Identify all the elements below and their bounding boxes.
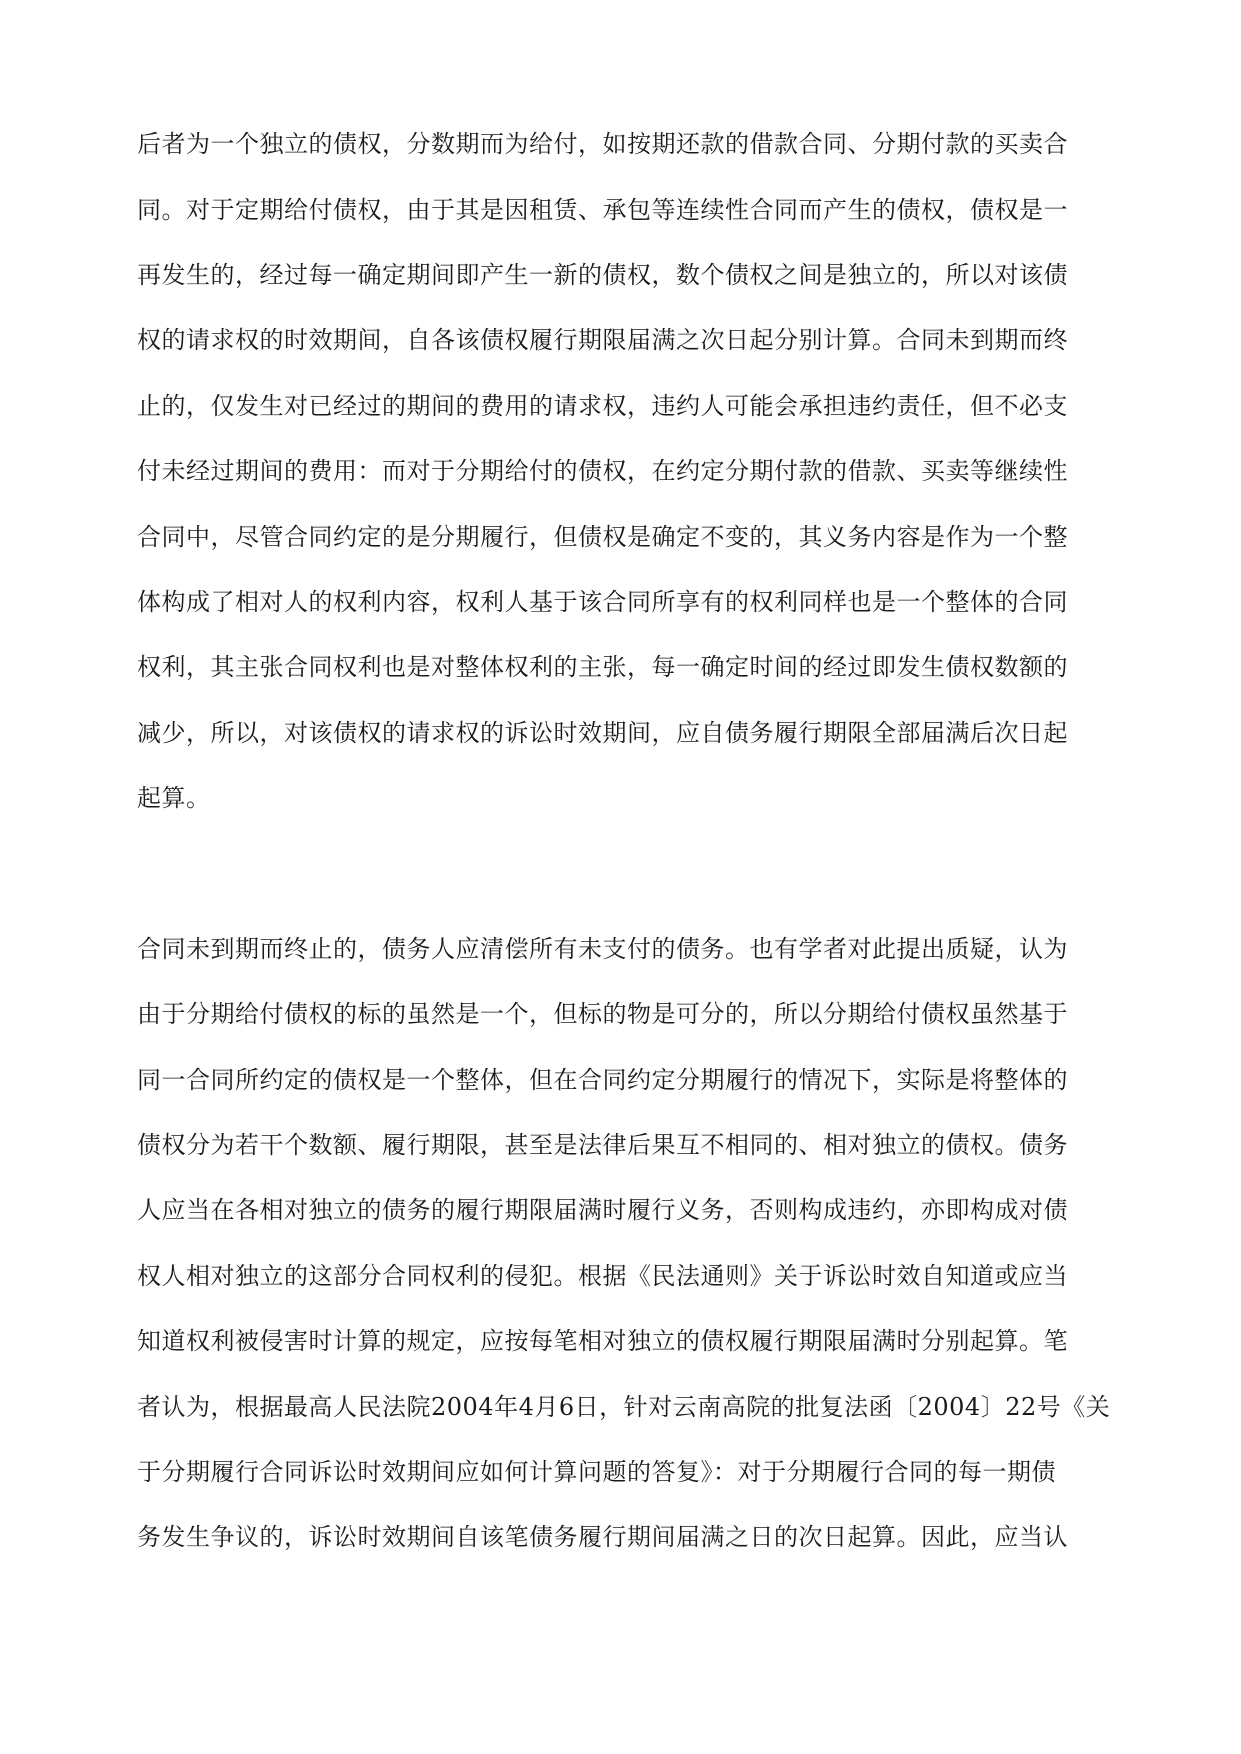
paragraph-2-line-6: 权人相对独立的这部分合同权利的侵犯。根据《民法通则》关于诉讼时效自知道或应当 xyxy=(137,1262,1068,1290)
paragraph-2-line-7: 知道权利被侵害时计算的规定，应按每笔相对独立的债权履行期限届满时分别起算。笔 xyxy=(137,1327,1068,1355)
paragraph-1-line-6: 付未经过期间的费用：而对于分期给付的债权，在约定分期付款的借款、买卖等继续性 xyxy=(137,457,1068,485)
paragraph-1-line-7: 合同中，尽管合同约定的是分期履行，但债权是确定不变的，其义务内容是作为一个整 xyxy=(137,523,1068,551)
paragraph-1-line-2: 同。对于定期给付债权，由于其是因租赁、承包等连续性合同而产生的债权，债权是一 xyxy=(137,196,1068,224)
paragraph-1-line-1: 后者为一个独立的债权，分数期而为给付，如按期还款的借款合同、分期付款的买卖合 xyxy=(137,130,1068,158)
paragraph-2-line-3: 同一合同所约定的债权是一个整体，但在合同约定分期履行的情况下，实际是将整体的 xyxy=(137,1066,1068,1094)
paragraph-1-line-4: 权的请求权的时效期间，自各该债权履行期限届满之次日起分别计算。合同未到期而终 xyxy=(137,326,1068,354)
paragraph-1-line-11: 起算。 xyxy=(137,784,211,812)
paragraph-2-line-1: 合同未到期而终止的，债务人应清偿所有未支付的债务。也有学者对此提出质疑，认为 xyxy=(137,935,1068,963)
paragraph-2-line-8: 者认为，根据最高人民法院2004年4月6日，针对云南高院的批复法函〔2004〕22号《关 xyxy=(137,1393,1111,1421)
paragraph-2-line-5: 人应当在各相对独立的债务的履行期限届满时履行义务，否则构成违约，亦即构成对债 xyxy=(137,1196,1068,1224)
paragraph-1-line-3: 再发生的，经过每一确定期间即产生一新的债权，数个债权之间是独立的，所以对该债 xyxy=(137,261,1068,289)
paragraph-1-line-9: 权利，其主张合同权利也是对整体权利的主张，每一确定时间的经过即发生债权数额的 xyxy=(137,653,1068,681)
paragraph-1-line-5: 止的，仅发生对已经过的期间的费用的请求权，违约人可能会承担违约责任，但不必支 xyxy=(137,392,1068,420)
paragraph-2-line-4: 债权分为若干个数额、履行期限，甚至是法律后果互不相同的、相对独立的债权。债务 xyxy=(137,1131,1068,1159)
paragraph-2-line-9: 于分期履行合同诉讼时效期间应如何计算问题的答复》：对于分期履行合同的每一期债 xyxy=(137,1458,1056,1486)
paragraph-1-line-8: 体构成了相对人的权利内容，权利人基于该合同所享有的权利同样也是一个整体的合同 xyxy=(137,588,1068,616)
paragraph-2-line-2: 由于分期给付债权的标的虽然是一个，但标的物是可分的，所以分期给付债权虽然基于 xyxy=(137,1000,1068,1028)
paragraph-1-line-10: 减少，所以，对该债权的请求权的诉讼时效期间，应自债务履行期限全部届满后次日起 xyxy=(137,719,1068,747)
paragraph-2-line-10: 务发生争议的，诉讼时效期间自该笔债务履行期间届满之日的次日起算。因此，应当认 xyxy=(137,1523,1068,1551)
